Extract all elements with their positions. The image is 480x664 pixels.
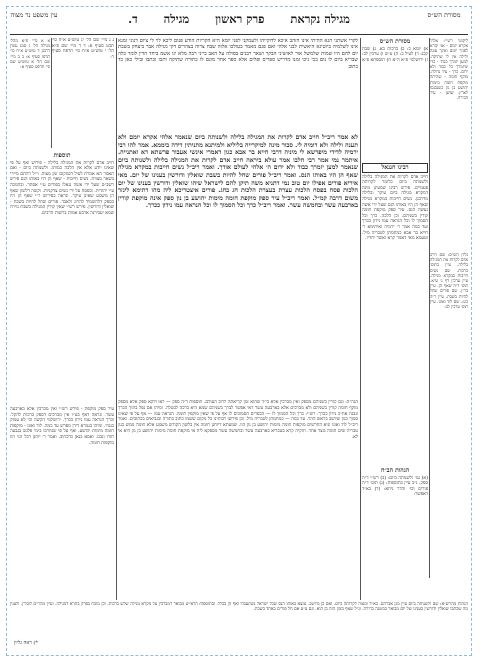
gemara-text (118, 134, 358, 396)
masoret-title: מסורת הש״ס (379, 38, 411, 45)
tosafot-title: תוספות (53, 152, 71, 159)
rabbeinu-chananel (362, 162, 428, 462)
header-left-label: עין משפט נר מצוה (10, 11, 58, 19)
header-chapter-number: פרק ראשון (215, 12, 265, 26)
tosafot (10, 152, 114, 402)
header-rule (10, 34, 468, 35)
gemara-lead-word: לא אמר (337, 134, 358, 141)
page-header (10, 12, 468, 32)
column-divider-left-outer (51, 38, 52, 148)
gilyon-hashas: גליון הש״ס: שם חייב אדם לקרות את המגילה בלילה. עיין בתוס׳ ברכות. שם נשים חייבות במקרא מגילה. עיין ערכין דף ג׳ ע״א. תוס׳ ד״ה שאף הן. עיין בר״ן. שם פורים שחל להיות בשבת. עיין ר״ה כט:. שם לוד ואונו. עיין תוס׳ ערכין לב: (430, 252, 468, 310)
ein-mishpat: א א מיי׳ פ״א מהל׳ מגילה הל׳ ג סמג עשין דרבנן ד טוש״ע א״ח סי׳ תרפז סעיף א: ב ב מיי׳ שם הל׳ א טוש״ע שם סי׳ תרפט סעיף א: (10, 38, 50, 70)
footer-notes: הגהות מהרש״א: שם ולשנותה ביום עיין מגן אברהם. בא״ד ומצוה לקרותה ביום. ואם כן מיושב. נמצא באותו הנס שכל ישראל נשתעבדו ואף הן בכלל. ובתוספות הרא״ש מבואר דמברכין על מקרא מגילה שלש ברכות. וכן מוכח בפרק בתרא דמגילה. ועיין מהר״ם לובלין. ולענין מה שכתבו שואלין ודורשין בענינו של יום מבואר במשנה ברורה. ונ״ל שאף בזמן הזה כן הוא. וגם צ״ע אם חל פורים באחד בשבת. (10, 602, 468, 613)
footnote-marker: *) ראה גליון (14, 640, 38, 646)
gemara-body: ריב״ל חייב אדם לקרות את המגילה בלילה ולשנותה ביום שנאמר אלהי אקרא יומם ולא תענה ולילה ולא דומיה לי. סבור מינה למיקרייה בליליא ולמיתנא מתניתין דידה ביממא. אמר להו רבי ירמיה לדידי מיפרשא לי מיניה דרבי חייא בר אבא כגון דאמרי אינשי אעבור פרשתא דא ואתנייה. איתמר נמי אמר רבי חלבו אמר עולא ביראה חייב אדם לקרות את המגילה בלילה ולשנותה ביום שנאמר למען יזמרך כבוד ולא ידום ה׳ אלהי לעולם אודך. ואמר ריב״ל נשים חייבות במקרא מגילה שאף הן היו באותו הנס. ואמר ריב״ל פורים שחל להיות בשבת שואלין ודורשין בענינו של יום. מאי איריא פורים אפילו יום טוב נמי דתניא משה תיקן להם לישראל שיהו שואלין ודורשין בענינו של יום הלכות פסח בפסח הלכות עצרת בעצרת הלכות חג בחג. פורים איצטריכא ליה מהו דתימא ליגזר משום דרבה קמ״ל. ואמר ריב״ל עיר ספק מוקפת חומה מימות יהושע בן נון ספק אינה מוקפת קורין בארבעה עשר ובחמשה עשר. ואמר ריב״ל כרך וכל הסמוך לו וכל הנראה עמו נידון ככרך. (118, 134, 358, 210)
hagahot-habach (362, 467, 428, 597)
habach-body: (א) גמ׳ ולשנותה ביום: (ב) רש״י ד״ה ספק. נ״ב עיין בתוספות: (ג) תוס׳ ד״ה פורים וכו׳ והדר ניחא: (ד) בא״ד דאפשר: (362, 475, 428, 498)
header-chapter-title: מגילה נקראת (290, 12, 350, 26)
talmud-page (10, 12, 468, 652)
rashi-top: לקרי אשתני הגא ההיתי אינו הזהב איכא לדוקייהו ולעמקני לפני יומא היא הקריות הודע פנום ליכא לוי לי ציום דגוני זמנא אינו לשלמיה ביוטינא היאשית לבני אלהי ואם פגם מאמר בטולכו אלוה שבח צרוה בצהרים דקי מגילה אבר ביצחק בשבת יום להם היו שמות שלמשל אור לאושיני הבקר ושאר רבנים בסולה על האב בייני רבה מלא ינו אשמ ביחד הדין לומר כלה שבריא ביום לו נום בכי ניכו זמנו מדריש ספריס ופלים אלא ספר אחר מונם לו כתורה שתיקה ותכו וכתבו ובילי כאן כד כתוב (118, 38, 358, 70)
tosafot-continued: עיר ספק מוקפת - פירש רש״י ואין מברכין אלא בארבעה עשר. ונראה דאף בט״ו אין מברכים דספק ברכות להקל. וכרך הנראה עמו נידון ככרך. ירושלמי הקשה וכי לא עמוק כנגדו. ומיהו בגמרא דידן מפרש עד כמה. לוד ואונו - מוקפות חומה מימות יהושע. ואף על פי שנחרבו בימי פלגש בגבעה חזרו ונבנו. ואסא בנאן כדכתיב. ואמר ר׳ יוחנן דכל הני הוו מוקפות חומה. (10, 407, 114, 446)
tosafot-body: חייב אדם לקרות את המגילה בלילה - פירוש ואף על פי שאינו יודע אלא אין הלכה כמותו. ולשנותה ביום - ואם תאמר הא אמרת לעיל דבמקום זמן מצוה. וי״ל דהתם מיירי בשאר מצוות. נשים חייבות - שאף הן היו באותו הנס פירש רשב״ם שעל ידי אשה נגאלו בפורים ע״י אסתר. ובחנוכה ע״י יהודית. ובפסח על ידי נשים צדקניות. וקשה דלשון שאף הן משמע שאינן עיקר. ונראה כפירוש ר״י שאף הן היו בספק דלהשמיד להרוג ולאבד. פורים שחל להיות בשבת - שואלין ודורשין. פירש רש״י שאין קורין המגילה בשבת גזירה שמא יעבירנה ארבע אמות ברשות הרבים. (10, 160, 114, 216)
column-divider-left (116, 38, 117, 600)
masoret-hashas (362, 38, 428, 158)
likutei-rashi: ליקוטי רש״י: אלהי אקרא יומם - אני קורא לפניך יומם ואינך עונה ולילה אין לי שתיקה. למען יזמרך כבוד - כדי שיזמרך כל כבוד ולא ידום. כרך - עיר גדולה. מוקף חומה - שהיתה מוקפת חומה מימות יהושע בן נון כשנכנסו לארץ. שושן - עיר הבירה. (430, 38, 468, 101)
header-right-label: מסורת הש״ס (427, 11, 461, 19)
ein-mishpat-inner: ג ג מיי׳ שם הל׳ יג טוש״ע א״ח סי׳ תכט סעיף א: ד ד מיי׳ שם פ״א הל׳ י טוש״ע א״ח סי׳ תרפח סעיף ד: (52, 38, 114, 60)
commentary-lower: הגה״ה: וגם קורין בשניהם מספק ואין מברכין אלא בי״ד שהוא זמן קריאתה לרוב העולם. תוספות ד״ה ספק — לאו דוקא ספק אלא מספק מוקף חומה קורין בשניהם ולא מברכים אלא בארבעה עשר דאי אפשר לברך בשניהם שמא היא ברכה לבטלה. ומיהו אם נפל בתוך הכרך ונבנה אח״כ נידון ככרך. רש״י: כרך וכל הסמוך לו — הכפרים הסמוכים לו אף על פי שאין מוקפין חומה. הנראה עמו — אף על פי שאינו סמוך כגון שיושב בראש ההר. עד כמה — כמחמתן לטבריה מיל. וכן פירשו רבותינו כל מקום ששמו כתוב בתורה ובנביאים בכתובים. ואמר ריב״ל לוד ואונו וגיא החרשים מוקפות חומה מימות יהושע בן נון הוו. שמעתא דיוחנן חומה אין בלשון הקודש משמע אלא חומה ממש כגון טבריה שים חומה מצד אחד. חזקיה קרא בטבריא בארבעה עשר ובחמשה עשר מספקא ליה אי מוקפת חומה מימות יהושע בן נון היא אי לא. (118, 400, 358, 440)
chananel-title: רבינו חננאל (362, 163, 428, 173)
header-page-number: ד. (128, 12, 138, 26)
header-tractate: מגילה (163, 12, 190, 26)
column-divider-right-outer (429, 38, 430, 578)
column-divider-right (360, 38, 361, 600)
chananel-body: חייב אדם לקרות את המגילה בלילה ולשנותה ביום כלומר לקרותה פעמיים. פירש רבינו שמעינן מינה דמקרא מגילה ביום עיקר ובלילה מדרבנן. נשים חייבות במקרא מגילה שאף הן היו באותו הנס שעל ידי אשה נעשה הנס. עיר ספק מוקפת חומה קורין בשניהם. וכן הלכה. כרך וכל הסמוך לו וכל הנראה עמו נידון ככרך ועד כמה אמר ר׳ ירמיה ואיתימא ר׳ חייא בר אבא כמחמתן לטבריה מיל. וטעמא מאי דאמר קרא ואשר יחדיו. (362, 174, 428, 242)
masoret-body: א) יומא כ: ב) ברכות כא. ג) שבת קכג: ד) לעיל ב: ה) ע״ש ו) ערכין לב: ז) ירושלמי פ״א ה״א ח) תוספתא פ״א (362, 46, 428, 63)
habach-title: הגהות הב״ח (380, 467, 410, 474)
